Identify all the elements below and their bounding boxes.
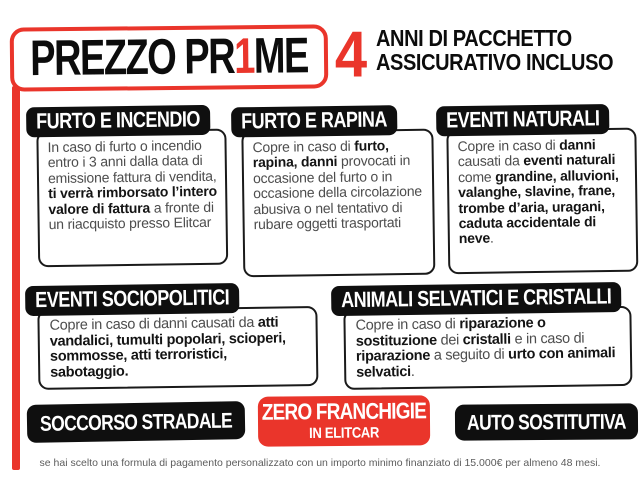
red-connector-line — [12, 86, 20, 470]
badge-zero-franchigie — [258, 395, 430, 446]
card-furto-incendio-title: FURTO E INCENDIO — [36, 106, 201, 134]
title-box — [10, 24, 329, 91]
card-animali-cristalli — [331, 282, 631, 381]
badge-soccorso-stradale — [27, 401, 246, 443]
big-number-4: 4 — [334, 17, 368, 91]
header-subtitle — [376, 27, 613, 75]
badge-zero-franchigie-line2: IN ELITCAR — [309, 423, 380, 442]
title-part2: ME — [253, 28, 309, 85]
card-eventi-naturali-header — [436, 104, 610, 136]
card-eventi-naturali-body: Copre in caso di danni causati da eventi naturali come grandine, alluvioni, valanghe, slavine, frane, trombe d’aria, uragani, caduta accidentale di neve. — [446, 128, 638, 275]
card-eventi-sociopolitici-title: EVENTI SOCIOPOLITICI — [35, 284, 230, 313]
page-title — [30, 28, 308, 88]
title-part1: PREZZO PR — [29, 28, 235, 87]
card-eventi-sociopolitici-body: Copre in caso di danni causati da atti vandalici, tumulti popolari, scioperi, sommosse, atti terroristici, sabotaggio. — [37, 306, 318, 390]
card-animali-cristalli-body: Copre in caso di riparazione o sostituzione dei cristalli e in caso di riparazione a seguito di urto con animali selvatici. — [343, 306, 632, 390]
card-furto-rapina — [231, 105, 435, 233]
card-eventi-sociopolitici-header — [25, 283, 239, 316]
card-eventi-naturali-title: EVENTI NATURALI — [446, 105, 600, 133]
badge-soccorso-stradale-label: SOCCORSO STRADALE — [39, 407, 233, 436]
subtitle-line-2: ASSICURATIVO INCLUSO — [376, 50, 614, 76]
subtitle-line-1: ANNI DI PACCHETTO — [376, 26, 572, 52]
card-animali-cristalli-title: ANIMALI SELVATICI E CRISTALLI — [341, 283, 612, 313]
badge-auto-sostitutiva — [455, 403, 638, 440]
card-furto-incendio — [26, 105, 228, 233]
card-eventi-naturali — [436, 104, 638, 247]
disclaimer-text: se hai scelto una formula di pagamento personalizzato con un importo minimo finanziato di 15.000€ per almeno 48 mesi. — [39, 457, 601, 469]
card-furto-rapina-body: Copre in caso di furto, rapina, danni provocati in occasione del furto o in occasione della circolazione abusiva o nel tentativo di rubare oggetti trasportati — [241, 129, 435, 278]
badge-auto-sostitutiva-label: AUTO SOSTITUTIVA — [466, 408, 627, 435]
card-furto-incendio-body: In caso di furto o incendio entro i 3 anni dalla data di emissione fattura di vendita, ti verrà rimborsato l’intero valore di fattura a fronte di un riacquisto presso Elitcar — [36, 129, 228, 268]
title-accent-digit: 1 — [233, 28, 255, 85]
card-furto-incendio-header — [26, 105, 210, 138]
card-eventi-sociopolitici — [25, 282, 320, 381]
card-furto-rapina-title: FURTO E RAPINA — [241, 106, 388, 134]
card-animali-cristalli-header — [331, 282, 622, 316]
card-furto-rapina-header — [231, 105, 397, 137]
badge-zero-franchigie-line1: ZERO FRANCHIGIE — [261, 399, 427, 426]
